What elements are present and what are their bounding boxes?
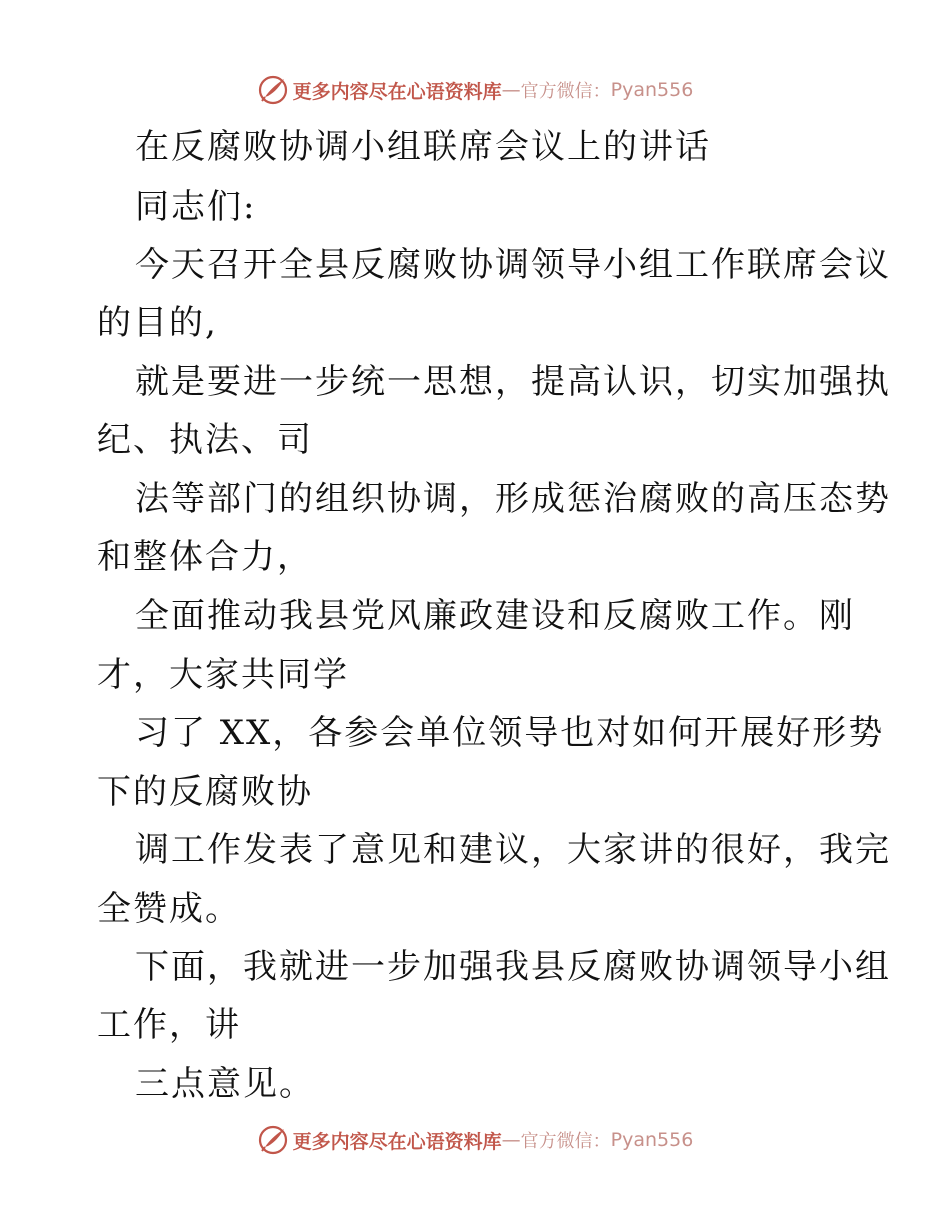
text-line: 和整体合力， — [97, 537, 313, 577]
text-line: 下面，我就进一步加强我县反腐败协调领导小组 — [135, 947, 891, 987]
footer-site-name: 更多内容尽在心语资料库 — [292, 1130, 502, 1153]
footer-separator: — — [501, 1129, 521, 1151]
footer-wechat-id: Pyan556 — [610, 1129, 694, 1151]
text-line: 习了 XX，各参会单位领导也对如何开展好形势 — [135, 713, 885, 753]
text-line: 工作，讲 — [97, 1005, 241, 1045]
text-line: 全赞成。 — [97, 889, 241, 929]
text-line: 法等部门的组织协调，形成惩治腐败的高压态势 — [135, 479, 891, 519]
salutation: 同志们: — [135, 187, 257, 227]
quill-logo-icon — [257, 1124, 289, 1156]
text-line: 三点意见。 — [135, 1064, 315, 1104]
footer-wechat-label: 官方微信： — [520, 1131, 611, 1152]
text-line: 就是要进一步统一思想，提高认识，切实加强执 — [135, 362, 891, 402]
text-line: 才，大家共同学 — [97, 655, 349, 695]
header-wechat-label: 官方微信： — [520, 81, 611, 102]
text-line: 纪、执法、司 — [97, 420, 313, 460]
header-watermark-banner — [0, 72, 950, 108]
document-title: 在反腐败协调小组联席会议上的讲话 — [135, 127, 711, 167]
text-line: 下的反腐败协 — [97, 772, 313, 812]
text-line: 今天召开全县反腐败协调领导小组工作联席会议 — [135, 245, 891, 285]
footer-watermark-banner — [0, 1122, 950, 1158]
header-wechat-id: Pyan556 — [610, 79, 694, 101]
quill-logo-icon — [257, 74, 289, 106]
text-line: 调工作发表了意见和建议，大家讲的很好，我完 — [135, 830, 891, 870]
text-line: 的目的, — [97, 303, 218, 343]
text-line: 全面推动我县党风廉政建设和反腐败工作。刚 — [135, 596, 855, 636]
header-site-name: 更多内容尽在心语资料库 — [292, 80, 502, 103]
header-separator: — — [501, 79, 521, 101]
